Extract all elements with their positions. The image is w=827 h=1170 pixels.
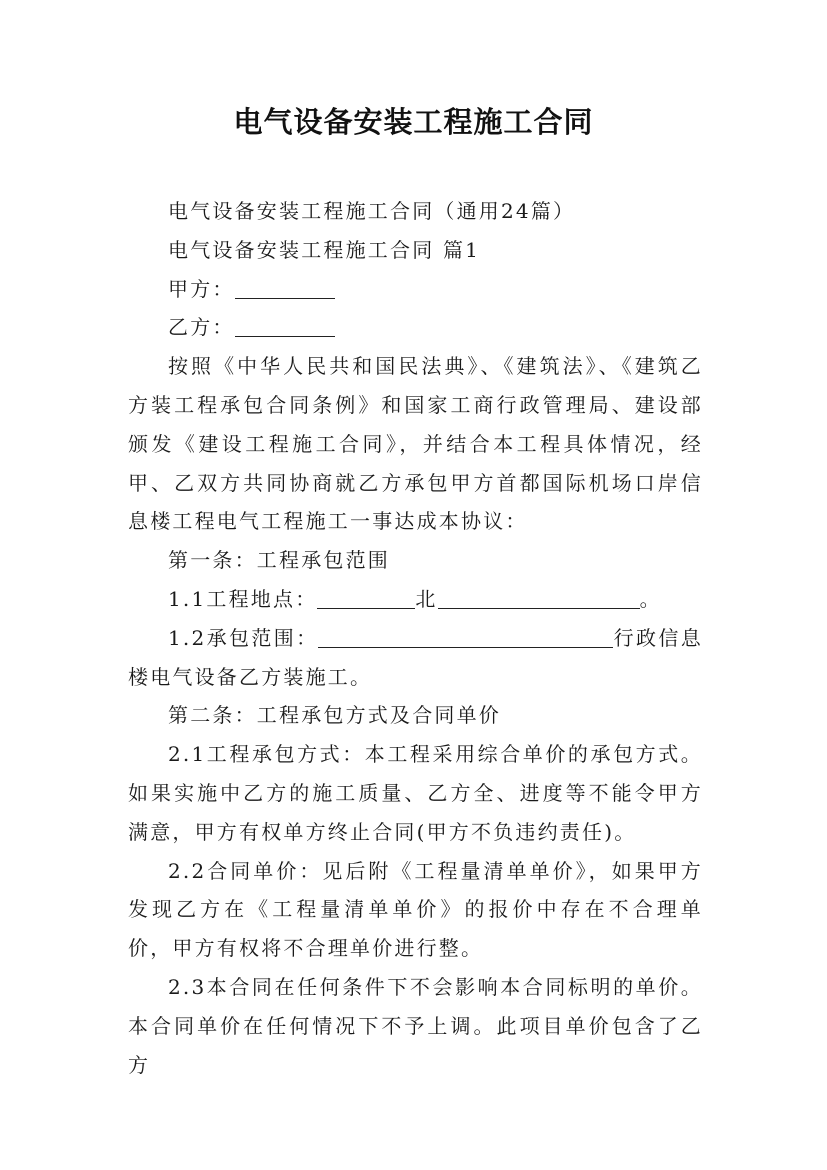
article-1-heading: 第一条：工程承包范围: [168, 548, 390, 573]
clause-1-2: [128, 619, 703, 697]
location-blank-1: [317, 586, 415, 609]
clause-2-2: 2.2合同单价：见后附《工程量清单单价》，如果甲方发现乙方在《工程量清单单价》的报价中存在不合理单价，甲方有权将不合理单价进行整。: [128, 858, 703, 961]
party-a-label: 甲方：: [168, 276, 235, 301]
party-a-line: [128, 270, 703, 309]
intro-paragraph: 按照《中华人民共和国民法典》、《建筑法》、《建筑乙方装工程承包合同条例》和国家工商行政管理局、建设部颁发《建设工程施工合同》，并结合本工程具体情况，经甲、乙双方共同协商就乙方承包甲方首都国际机场口岸信息楼工程电气工程施工一事达成本协议：: [128, 354, 703, 534]
document-title: 电气设备安装工程施工合同: [233, 105, 594, 139]
party-a-blank: [235, 276, 335, 299]
party-b-line: [128, 308, 703, 347]
clause-1-1: [128, 580, 703, 619]
location-blank-2: [438, 586, 640, 609]
clause-1-2-prefix: 1.2承包范围：: [168, 625, 319, 650]
subtitle: 电气设备安装工程施工合同（通用24篇）: [168, 199, 576, 223]
clause-1-1-mid: 北: [415, 586, 438, 611]
clause-2-1: 2.1工程承包方式：本工程采用综合单价的承包方式。如果实施中乙方的施工质量、乙方全、进度等不能令甲方满意，甲方有权单方终止合同(甲方不负违约责任)。: [128, 742, 703, 844]
clause-2-3: 2.3本合同在任何条件下不会影响本合同标明的单价。本合同单价在任何情况下不予上调。此项目单价包含了乙方: [128, 974, 703, 1077]
clause-1-1-end: 。: [639, 586, 662, 611]
clause-1-2-suffix: 行政信息楼电气设备乙方装施工。: [128, 625, 703, 689]
article-2-heading: 第二条：工程承包方式及合同单价: [168, 703, 501, 728]
section-heading: 电气设备安装工程施工合同 篇1: [168, 237, 481, 262]
party-b-blank: [235, 314, 335, 337]
clause-1-1-prefix: 1.1工程地点：: [168, 586, 318, 611]
party-b-label: 乙方：: [168, 315, 235, 340]
document-body: [128, 192, 703, 1084]
scope-blank: [318, 625, 613, 648]
